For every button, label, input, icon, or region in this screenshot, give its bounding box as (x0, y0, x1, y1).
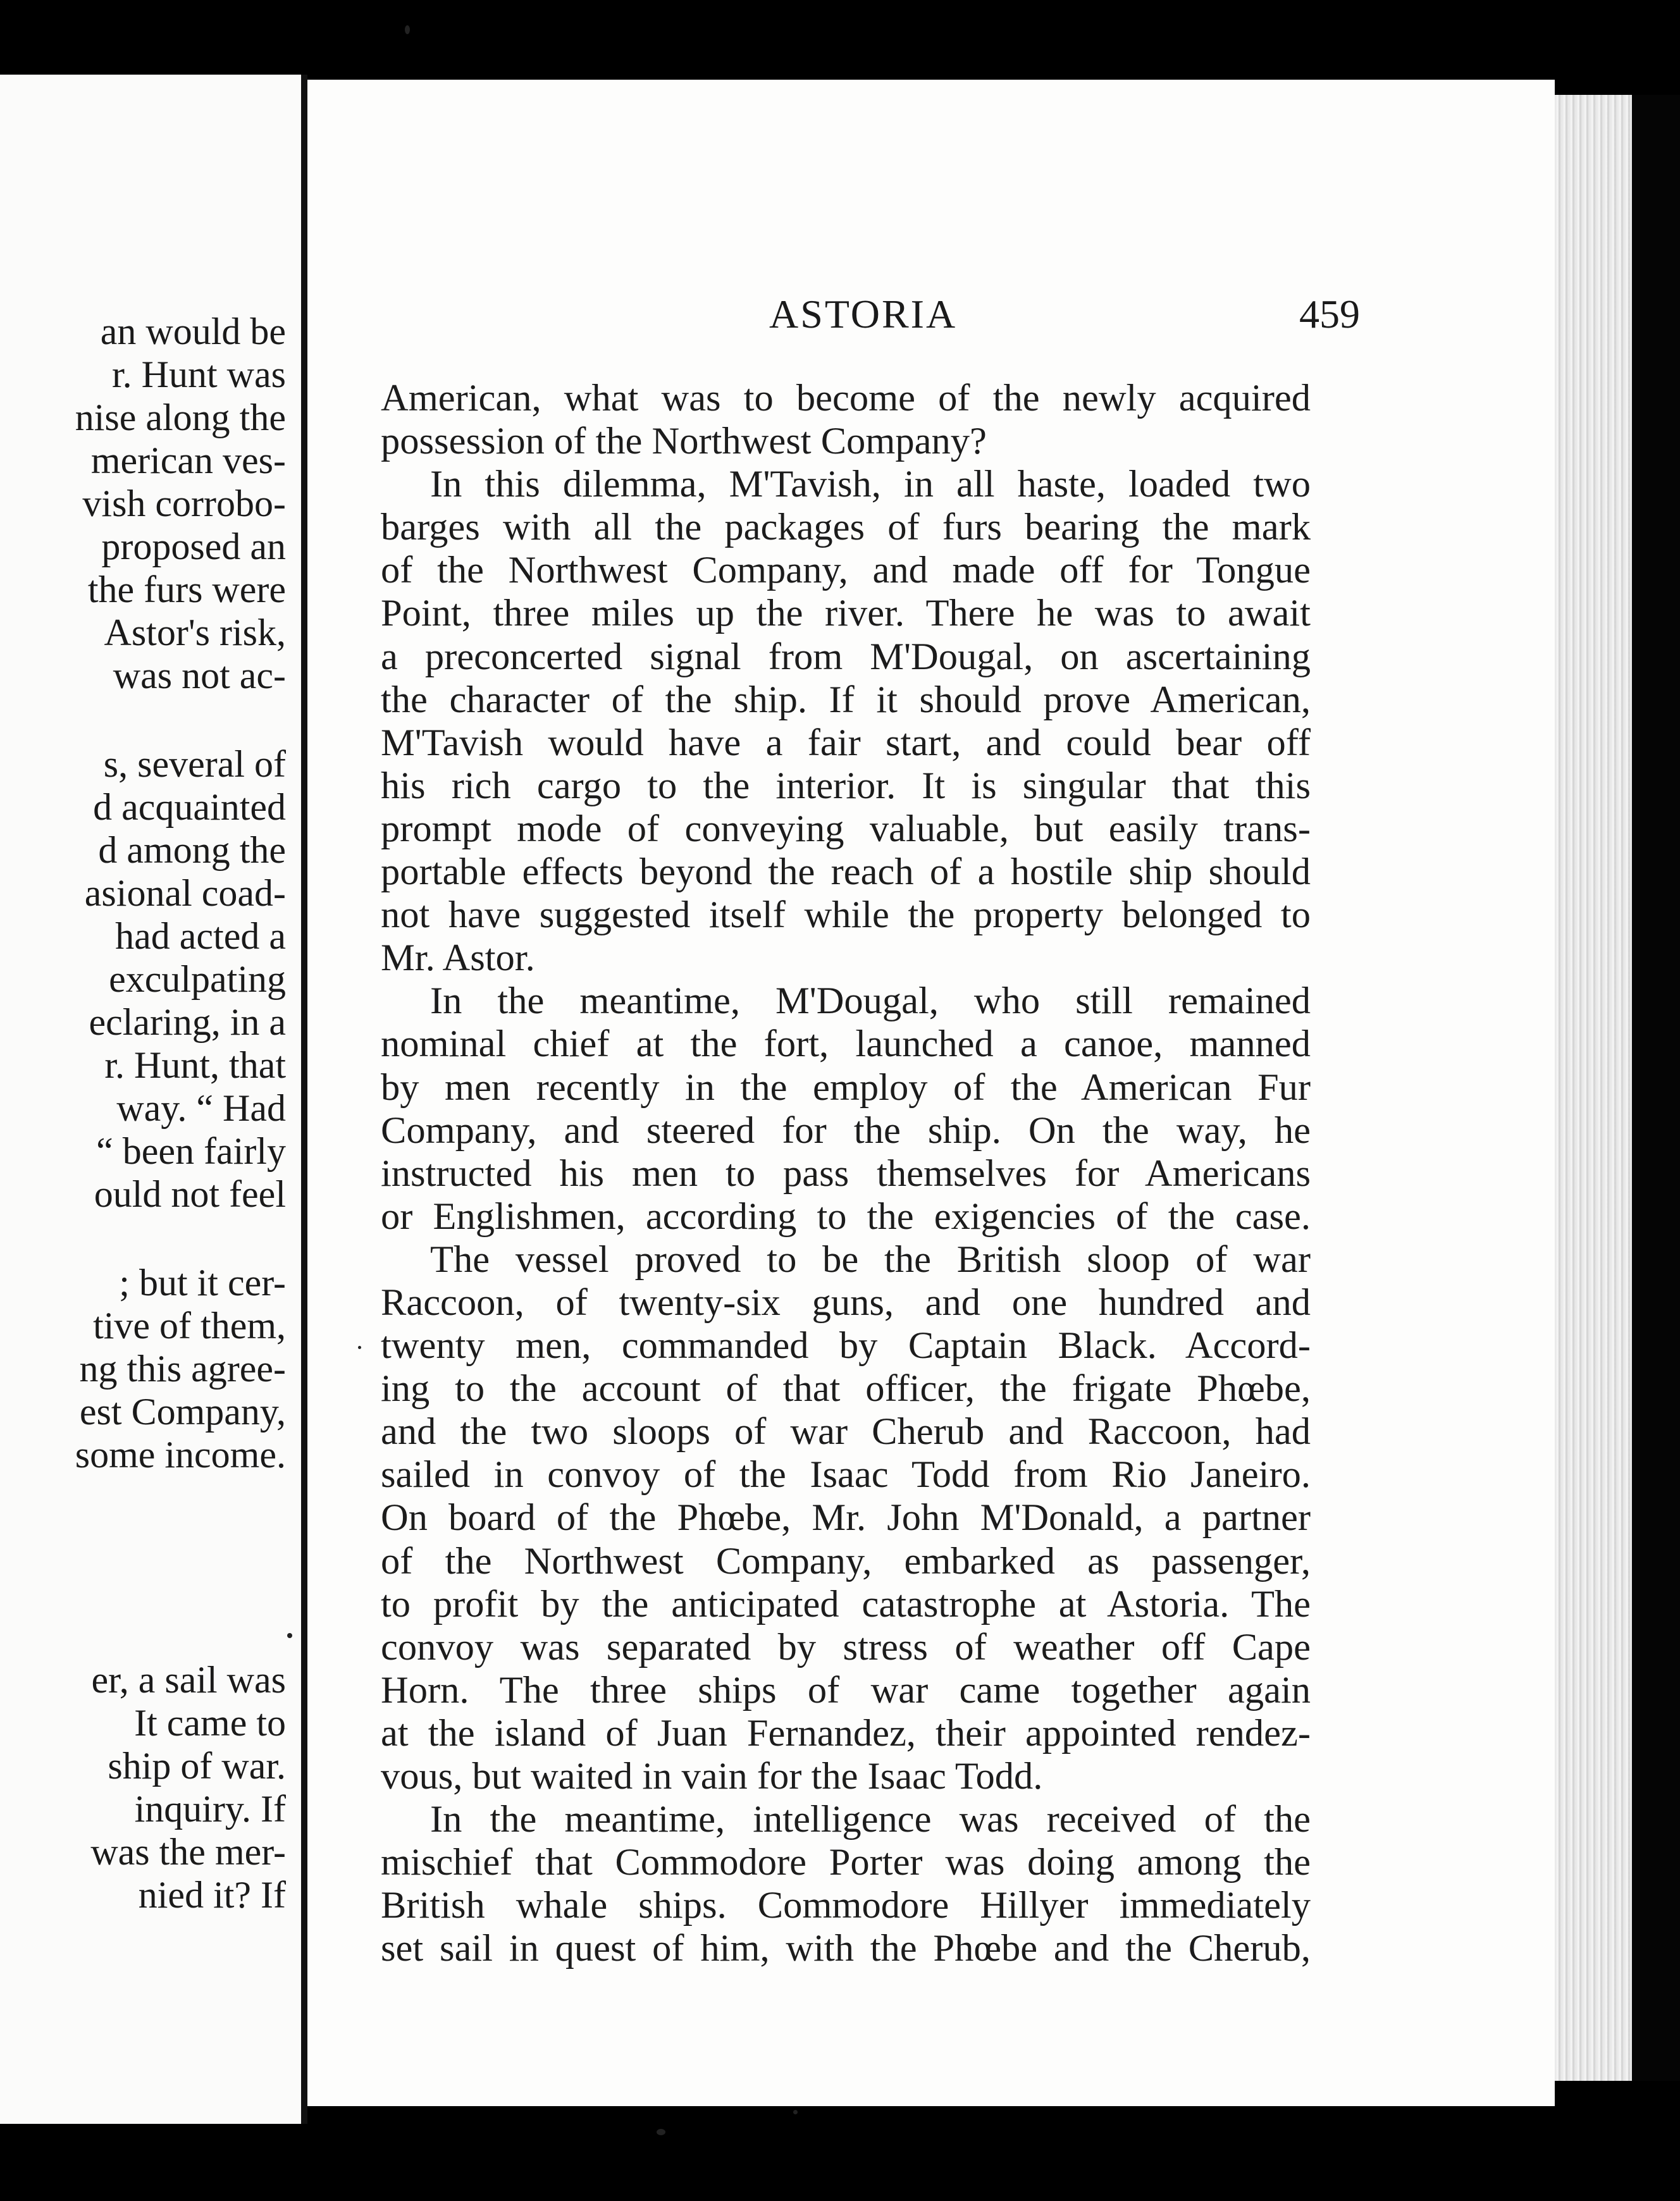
text-line: to profit by the anticipated catastrophe at Astoria. The (381, 1582, 1311, 1625)
speck (287, 1633, 292, 1638)
text-line: at the island of Juan Fernandez, their appointed rendez- (381, 1711, 1311, 1754)
right-page (307, 80, 1555, 2106)
text-line: vous, but waited in vain for the Isaac Todd. (381, 1755, 1043, 1797)
page-title: ASTORIA (769, 292, 958, 336)
text-line: portable effects beyond the reach of a hostile ship should (381, 851, 1311, 894)
text-line: the character of the ship. If it should prove American, (381, 678, 1311, 721)
text-line: a preconcerted signal from M'Dougal, on ascertaining (381, 635, 1311, 678)
text-line: possession of the Northwest Company? (381, 420, 987, 463)
left-page-line: inquiry. If (134, 1788, 286, 1830)
left-page-line: was the mer- (90, 1831, 286, 1873)
left-page-line: ould not feel (94, 1173, 286, 1215)
left-page-line: tive of them, (93, 1305, 286, 1347)
speck (358, 1346, 361, 1349)
page-edges (1555, 95, 1632, 2081)
text-line: Horn. The three ships of war came together again (381, 1668, 1311, 1711)
text-line: British whale ships. Commodore Hillyer immediately (381, 1884, 1311, 1927)
text-line: or Englishmen, according to the exigencies of the case. (381, 1195, 1311, 1238)
left-page-line: was not ac- (113, 655, 286, 696)
left-page-line: merican ves- (90, 440, 286, 481)
text-line: The vessel proved to be the British sloop of war (430, 1238, 1311, 1281)
text-line: instructed his men to pass themselves for Americans (381, 1152, 1311, 1195)
text-line: Company, and steered for the ship. On the way, he (381, 1109, 1311, 1152)
left-page-line: “ been fairly (96, 1130, 286, 1172)
text-line: sailed in convoy of the Isaac Todd from Rio Janeiro. (381, 1453, 1311, 1496)
left-page-line: an would be (100, 311, 286, 352)
left-page-line: Astor's risk, (104, 612, 286, 653)
text-line: twenty men, commanded by Captain Black. Accord- (381, 1324, 1311, 1367)
left-page (0, 75, 301, 2124)
text-line: mischief that Commodore Porter was doing among the (381, 1841, 1311, 1884)
body-text (381, 377, 1311, 1970)
left-page-line: d acquainted (93, 786, 286, 828)
left-page-line: exculpating (109, 958, 286, 1000)
text-line: barges with all the packages of furs bearing the mark (381, 506, 1311, 549)
left-page-line: d among the (98, 829, 286, 871)
edge-shadow (1632, 95, 1680, 2081)
left-page-line: had acted a (115, 915, 286, 957)
left-page-line: It came to (134, 1702, 286, 1744)
left-page-line: ship of war. (108, 1745, 286, 1787)
left-page-line: s, several of (103, 743, 286, 785)
left-page-line: r. Hunt was (112, 354, 286, 395)
left-page-line: est Company, (79, 1391, 286, 1433)
book-gutter (301, 75, 307, 2124)
left-page-line: eclaring, in a (89, 1001, 286, 1043)
text-line: ing to the account of that officer, the frigate Phœbe, (381, 1367, 1311, 1410)
text-line: In the meantime, M'Dougal, who still remained (430, 980, 1311, 1023)
page-number: 459 (1299, 292, 1360, 336)
text-line: by men recently in the employ of the American Fur (381, 1066, 1311, 1109)
left-page-line: way. “ Had (116, 1087, 286, 1129)
text-line: of the Northwest Company, embarked as passenger, (381, 1539, 1311, 1582)
left-page-line: ; but it cer- (119, 1262, 286, 1304)
speck (405, 25, 410, 34)
text-line: convoy was separated by stress of weather off Cape (381, 1625, 1311, 1668)
left-page-line: vish corrobo- (82, 483, 286, 524)
text-line: prompt mode of conveying valuable, but easily trans- (381, 807, 1311, 850)
text-line: M'Tavish would have a fair start, and could bear off (381, 721, 1311, 764)
text-line: Mr. Astor. (381, 937, 535, 980)
left-page-line: some income. (75, 1434, 286, 1476)
speck (657, 2129, 665, 2135)
left-page-line: er, a sail was (91, 1659, 286, 1701)
text-line: and the two sloops of war Cherub and Raccoon, had (381, 1410, 1311, 1453)
left-page-line: nied it? If (138, 1874, 286, 1916)
text-line: Raccoon, of twenty-six guns, and one hundred and (381, 1281, 1311, 1324)
left-page-line: proposed an (101, 526, 286, 567)
text-line: his rich cargo to the interior. It is singular that this (381, 764, 1311, 807)
left-page-line: r. Hunt, that (104, 1044, 286, 1086)
left-page-line: asional coad- (84, 872, 286, 914)
text-line: On board of the Phœbe, Mr. John M'Donald, a partner (381, 1496, 1311, 1539)
left-page-line: ng this agree- (79, 1348, 286, 1390)
left-page-line: nise along the (75, 397, 286, 438)
left-page-line: the furs were (87, 569, 286, 610)
text-line: set sail in quest of him, with the Phœbe and the Cherub, (381, 1927, 1311, 1970)
text-line: not have suggested itself while the property belonged to (381, 894, 1311, 937)
text-line: In this dilemma, M'Tavish, in all haste, loaded two (430, 463, 1311, 506)
text-line: of the Northwest Company, and made off for Tongue (381, 549, 1311, 592)
text-line: In the meantime, intelligence was received of the (430, 1798, 1311, 1841)
text-line: Point, three miles up the river. There he was to await (381, 592, 1311, 635)
text-line: nominal chief at the fort, launched a canoe, manned (381, 1023, 1311, 1066)
text-line: American, what was to become of the newly acquired (381, 377, 1311, 419)
speck (793, 2110, 798, 2114)
